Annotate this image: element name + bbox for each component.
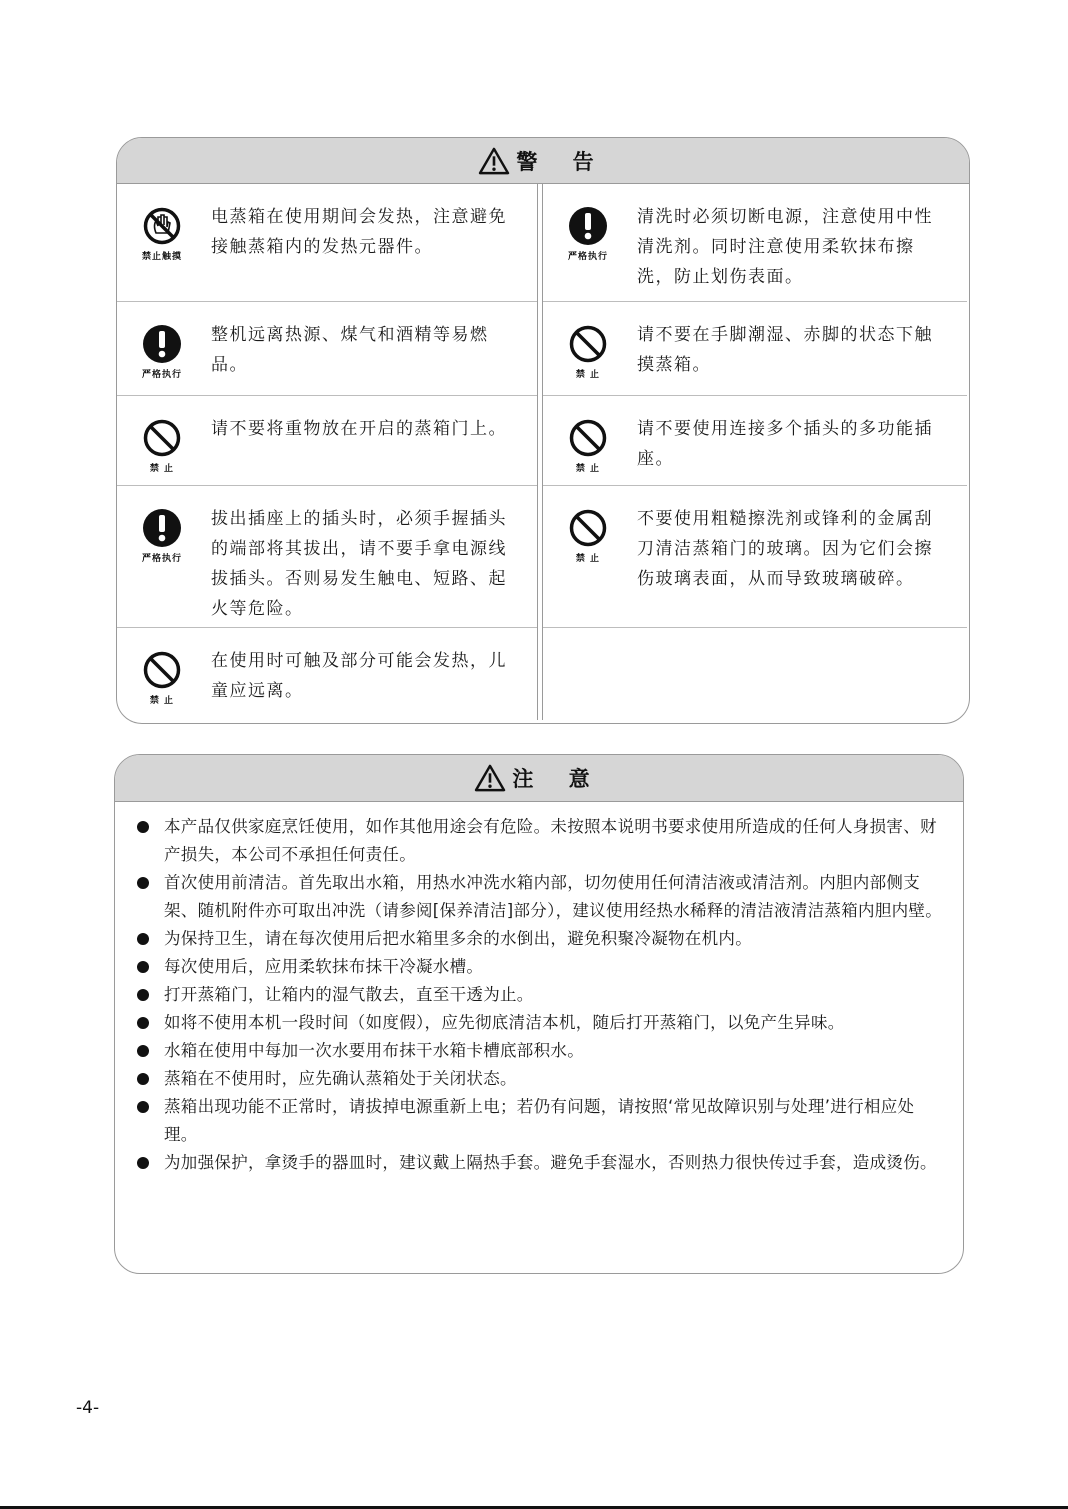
caution-text: 为加强保护，拿烫手的器皿时，建议戴上隔热手套。避免手套湿水，否则热力很快传过手套，造成烫伤。 bbox=[164, 1153, 937, 1172]
list-item bbox=[137, 1009, 943, 1037]
icon-caption: 禁 止 bbox=[575, 554, 601, 564]
warning-panel bbox=[116, 137, 970, 724]
bullet-icon bbox=[137, 1073, 149, 1085]
warning-item bbox=[543, 486, 967, 628]
prohibited-icon bbox=[568, 324, 608, 364]
caution-text: 首次使用前清洁。首先取出水箱，用热水冲洗水箱内部，切勿使用任何清洁液或清洁剂。内胆内部侧支架、随机附件亦可取出冲洗（请参阅[保养清洁]部分），建议使用经热水稀释的清洁液清洁蒸箱内胆内壁。 bbox=[164, 873, 943, 920]
icon-caption: 禁 止 bbox=[149, 696, 175, 706]
bullet-icon bbox=[137, 961, 149, 973]
caution-triangle-icon bbox=[474, 764, 506, 792]
mandatory-icon bbox=[142, 508, 182, 548]
bullet-icon bbox=[137, 1157, 149, 1169]
caution-list bbox=[115, 802, 963, 1177]
caution-text: 蒸箱出现功能不正常时，请拔掉电源重新上电；若仍有问题，请按照‘常见故障识别与处理’进行相应处理。 bbox=[164, 1097, 915, 1144]
icon-caption: 禁止触摸 bbox=[141, 252, 182, 262]
warning-text: 电蒸箱在使用期间会发热，注意避免接触蒸箱内的发热元器件。 bbox=[211, 207, 507, 257]
icon-caption: 严格执行 bbox=[141, 554, 182, 564]
caution-panel bbox=[114, 754, 964, 1274]
prohibited-icon bbox=[142, 418, 182, 458]
caution-title: 注 意 bbox=[512, 767, 604, 791]
bullet-icon bbox=[137, 877, 149, 889]
caution-text: 蒸箱在不使用时，应先确认蒸箱处于关闭状态。 bbox=[164, 1069, 517, 1088]
warning-item bbox=[543, 184, 967, 302]
caution-text: 本产品仅供家庭烹饪使用，如作其他用途会有危险。未按照本说明书要求使用所造成的任何人身损害、财产损失，本公司不承担任何责任。 bbox=[164, 817, 937, 864]
warning-item bbox=[543, 396, 967, 486]
list-item bbox=[137, 1093, 943, 1149]
bullet-icon bbox=[137, 1101, 149, 1113]
bullet-icon bbox=[137, 821, 149, 833]
warning-text: 不要使用粗糙擦洗剂或锋利的金属刮刀清洁蒸箱门的玻璃。因为它们会擦伤玻璃表面，从而导致玻璃破碎。 bbox=[637, 509, 933, 589]
warning-text: 请不要在手脚潮湿、赤脚的状态下触摸蒸箱。 bbox=[637, 325, 933, 375]
bullet-icon bbox=[137, 1017, 149, 1029]
bullet-icon bbox=[137, 933, 149, 945]
warning-text: 请不要使用连接多个插头的多功能插座。 bbox=[637, 419, 933, 469]
page-number: -4- bbox=[76, 1398, 100, 1418]
caution-text: 水箱在使用中每加一次水要用布抹干水箱卡槽底部积水。 bbox=[164, 1041, 584, 1060]
bullet-icon bbox=[137, 1045, 149, 1057]
caution-header bbox=[115, 755, 963, 802]
icon-caption: 禁 止 bbox=[575, 370, 601, 380]
warning-triangle-icon bbox=[478, 147, 510, 175]
caution-text: 如将不使用本机一段时间（如度假），应先彻底清洁本机，随后打开蒸箱门，以免产生异味。 bbox=[164, 1013, 845, 1032]
caution-text: 每次使用后，应用柔软抹布抹干冷凝水槽。 bbox=[164, 957, 484, 976]
no-touch-icon bbox=[142, 206, 182, 246]
warning-header bbox=[117, 138, 969, 184]
list-item bbox=[137, 925, 943, 953]
warning-text: 拔出插座上的插头时，必须手握插头的端部将其拔出，请不要手拿电源线拔插头。否则易发生触电、短路、起火等危险。 bbox=[211, 509, 507, 619]
caution-text: 打开蒸箱门，让箱内的湿气散去，直至干透为止。 bbox=[164, 985, 534, 1004]
prohibited-icon bbox=[142, 650, 182, 690]
warning-item bbox=[117, 628, 537, 720]
list-item bbox=[137, 1037, 943, 1065]
list-item bbox=[137, 1065, 943, 1093]
warning-text: 请不要将重物放在开启的蒸箱门上。 bbox=[211, 419, 507, 439]
mandatory-icon bbox=[568, 206, 608, 246]
warning-text: 在使用时可触及部分可能会发热，儿童应远离。 bbox=[211, 651, 507, 701]
warning-title: 警 告 bbox=[516, 149, 608, 174]
list-item bbox=[137, 981, 943, 1009]
warning-text: 整机远离热源、煤气和酒精等易燃品。 bbox=[211, 325, 489, 375]
icon-caption: 禁 止 bbox=[575, 464, 601, 474]
bullet-icon bbox=[137, 989, 149, 1001]
prohibited-icon bbox=[568, 508, 608, 548]
warning-item bbox=[117, 396, 537, 486]
empty-cell bbox=[543, 628, 967, 720]
warning-item bbox=[117, 302, 537, 396]
caution-text: 为保持卫生，请在每次使用后把水箱里多余的水倒出，避免积聚冷凝物在机内。 bbox=[164, 929, 752, 948]
list-item bbox=[137, 869, 943, 925]
warning-text: 清洗时必须切断电源，注意使用中性清洗剂。同时注意使用柔软抹布擦洗，防止划伤表面。 bbox=[637, 207, 933, 287]
list-item bbox=[137, 953, 943, 981]
mandatory-icon bbox=[142, 324, 182, 364]
warning-item bbox=[117, 184, 537, 302]
list-item bbox=[137, 813, 943, 869]
warning-grid bbox=[117, 184, 969, 720]
prohibited-icon bbox=[568, 418, 608, 458]
icon-caption: 禁 止 bbox=[149, 464, 175, 474]
warning-item bbox=[543, 302, 967, 396]
list-item bbox=[137, 1149, 943, 1177]
icon-caption: 严格执行 bbox=[141, 370, 182, 380]
icon-caption: 严格执行 bbox=[567, 252, 608, 262]
warning-item bbox=[117, 486, 537, 628]
